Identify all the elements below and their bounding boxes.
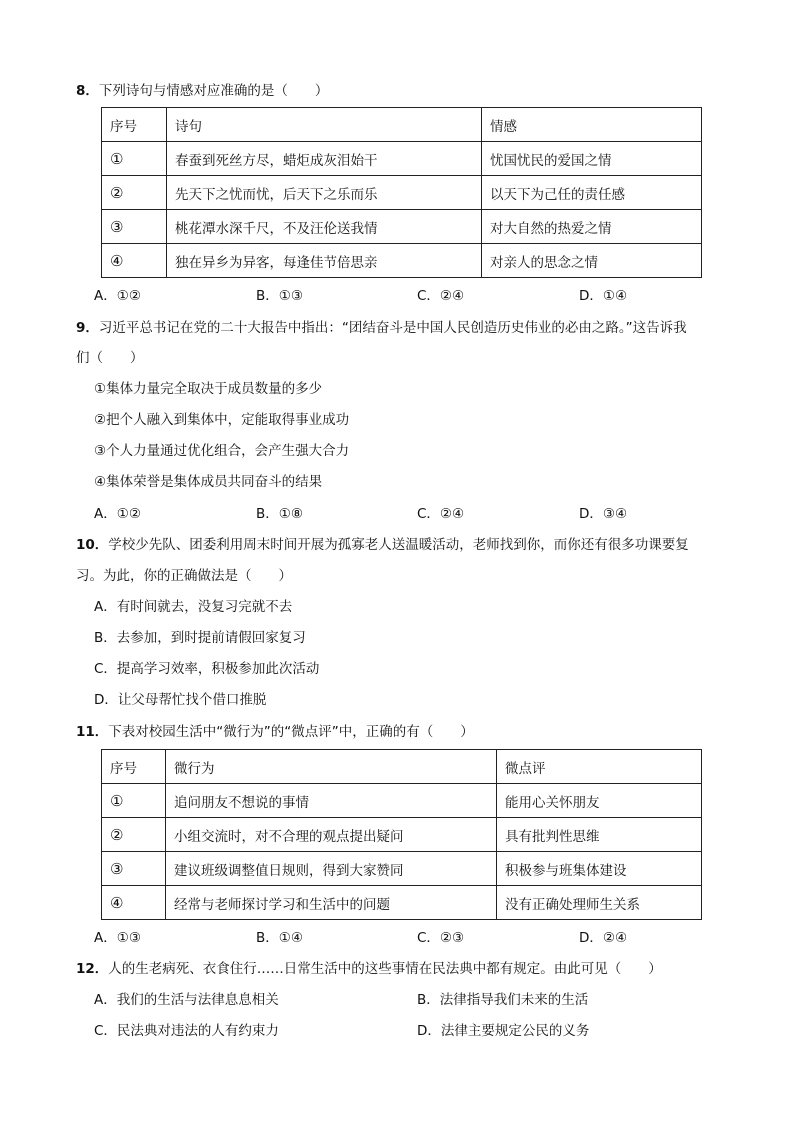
table-cell: ④: [102, 244, 167, 278]
q9-option-c[interactable]: C．②④: [417, 506, 465, 522]
q8-table: [101, 107, 702, 278]
q8-option-c[interactable]: C．②④: [417, 288, 465, 304]
table-header-cell: 情感: [482, 108, 702, 142]
q12-number: 12．: [76, 961, 109, 977]
table-cell: 能用心关怀朋友: [497, 784, 702, 818]
q9-item-2: ②把个人融入到集体中，定能取得事业成功: [94, 412, 350, 428]
table-header-cell: 微行为: [166, 750, 497, 784]
q11-number: 11．: [76, 724, 109, 740]
table-cell: 对亲人的思念之情: [482, 244, 702, 278]
table-cell: 经常与老师探讨学习和生活中的问题: [166, 886, 497, 920]
q8-stem-text: 下列诗句与情感对应准确的是（ ）: [98, 83, 329, 99]
table-cell: 独在异乡为异客，每逢佳节倍思亲: [167, 244, 482, 278]
q11-option-b[interactable]: B．①④: [256, 930, 303, 946]
table-cell: ①: [102, 142, 167, 176]
q10-option-a[interactable]: A．有时间就去，没复习完就不去: [94, 599, 293, 615]
table-header-row: [102, 108, 702, 142]
table-cell: 桃花潭水深千尺，不及汪伦送我情: [167, 210, 482, 244]
table-cell: ③: [102, 852, 166, 886]
q10-option-c[interactable]: C．提高学习效率，积极参加此次活动: [94, 661, 320, 677]
table-header-cell: 序号: [102, 108, 167, 142]
q9-number: 9．: [76, 320, 99, 336]
table-cell: ②: [102, 818, 166, 852]
q8-number: 8．: [76, 83, 99, 99]
q11-stem-text: 下表对校园生活中“微行为”的“微点评”中，正确的有（ ）: [108, 724, 474, 740]
table-row: [102, 176, 702, 210]
q12-option-b[interactable]: B．法律指导我们未来的生活: [417, 992, 589, 1008]
table-cell: 积极参与班集体建设: [497, 852, 702, 886]
q8-stem: [76, 81, 328, 101]
q9-stem-line2: 们（ ）: [76, 350, 144, 366]
table-row: [102, 784, 702, 818]
table-cell: 小组交流时，对不合理的观点提出疑问: [166, 818, 497, 852]
q11-table: [101, 749, 702, 920]
q12-option-d[interactable]: D．法律主要规定公民的义务: [417, 1023, 590, 1039]
table-row: [102, 886, 702, 920]
q11-option-c[interactable]: C．②③: [417, 930, 465, 946]
table-header-cell: 序号: [102, 750, 166, 784]
q11-option-a[interactable]: A．①③: [94, 930, 141, 946]
q9-option-b[interactable]: B．①⑧: [256, 506, 303, 522]
q10-stem-line1: [76, 535, 689, 555]
q12-option-a[interactable]: A．我们的生活与法律息息相关: [94, 992, 279, 1008]
q10-stem-text: 学校少先队、团委利用周末时间开展为孤寡老人送温暖活动，老师找到你，而你还有很多功课要复: [108, 537, 689, 553]
table-row: [102, 244, 702, 278]
q9-item-1: ①集体力量完全取决于成员数量的多少: [94, 381, 323, 397]
q9-option-d[interactable]: D．③④: [579, 506, 628, 522]
table-header-cell: 诗句: [167, 108, 482, 142]
q10-option-d[interactable]: D．让父母帮忙找个借口推脱: [94, 692, 267, 708]
q9-stem-text: 习近平总书记在党的二十大报告中指出：“团结奋斗是中国人民创造历史伟业的必由之路。”这告诉我: [98, 320, 687, 336]
table-cell: 忧国忧民的爱国之情: [482, 142, 702, 176]
table-row: [102, 210, 702, 244]
q10-option-b[interactable]: B．去参加，到时提前请假回家复习: [94, 630, 306, 646]
q12-stem-text: 人的生老病死、衣食住行……日常生活中的这些事情在民法典中都有规定。由此可见（ ）: [108, 961, 662, 977]
q8-option-a[interactable]: A．①②: [94, 288, 141, 304]
table-cell: 先天下之忧而忧，后天下之乐而乐: [167, 176, 482, 210]
table-cell: ④: [102, 886, 166, 920]
table-row: [102, 852, 702, 886]
table-cell: 具有批判性思维: [497, 818, 702, 852]
q10-number: 10．: [76, 537, 109, 553]
table-row: [102, 818, 702, 852]
table-header-row: [102, 750, 702, 784]
q10-stem-line2: 习。为此，你的正确做法是（ ）: [76, 568, 292, 584]
table-cell: ③: [102, 210, 167, 244]
q11-option-d[interactable]: D．②④: [579, 930, 628, 946]
q9-item-4: ④集体荣誉是集体成员共同奋斗的结果: [94, 474, 323, 490]
table-cell: 建议班级调整值日规则，得到大家赞同: [166, 852, 497, 886]
q11-stem: [76, 722, 474, 742]
table-cell: 对大自然的热爱之情: [482, 210, 702, 244]
table-cell: 以天下为己任的责任感: [482, 176, 702, 210]
q12-stem: [76, 959, 662, 979]
q9-option-a[interactable]: A．①②: [94, 506, 141, 522]
table-cell: ②: [102, 176, 167, 210]
q9-stem-line1: [76, 318, 687, 338]
table-header-cell: 微点评: [497, 750, 702, 784]
q12-option-c[interactable]: C．民法典对违法的人有约束力: [94, 1023, 279, 1039]
table-cell: ①: [102, 784, 166, 818]
q8-option-d[interactable]: D．①④: [579, 288, 628, 304]
q9-item-3: ③个人力量通过优化组合，会产生强大合力: [94, 443, 350, 459]
table-cell: 春蚕到死丝方尽，蜡炬成灰泪始干: [167, 142, 482, 176]
table-cell: 没有正确处理师生关系: [497, 886, 702, 920]
table-row: [102, 142, 702, 176]
q8-option-b[interactable]: B．①③: [256, 288, 303, 304]
table-cell: 追问朋友不想说的事情: [166, 784, 497, 818]
